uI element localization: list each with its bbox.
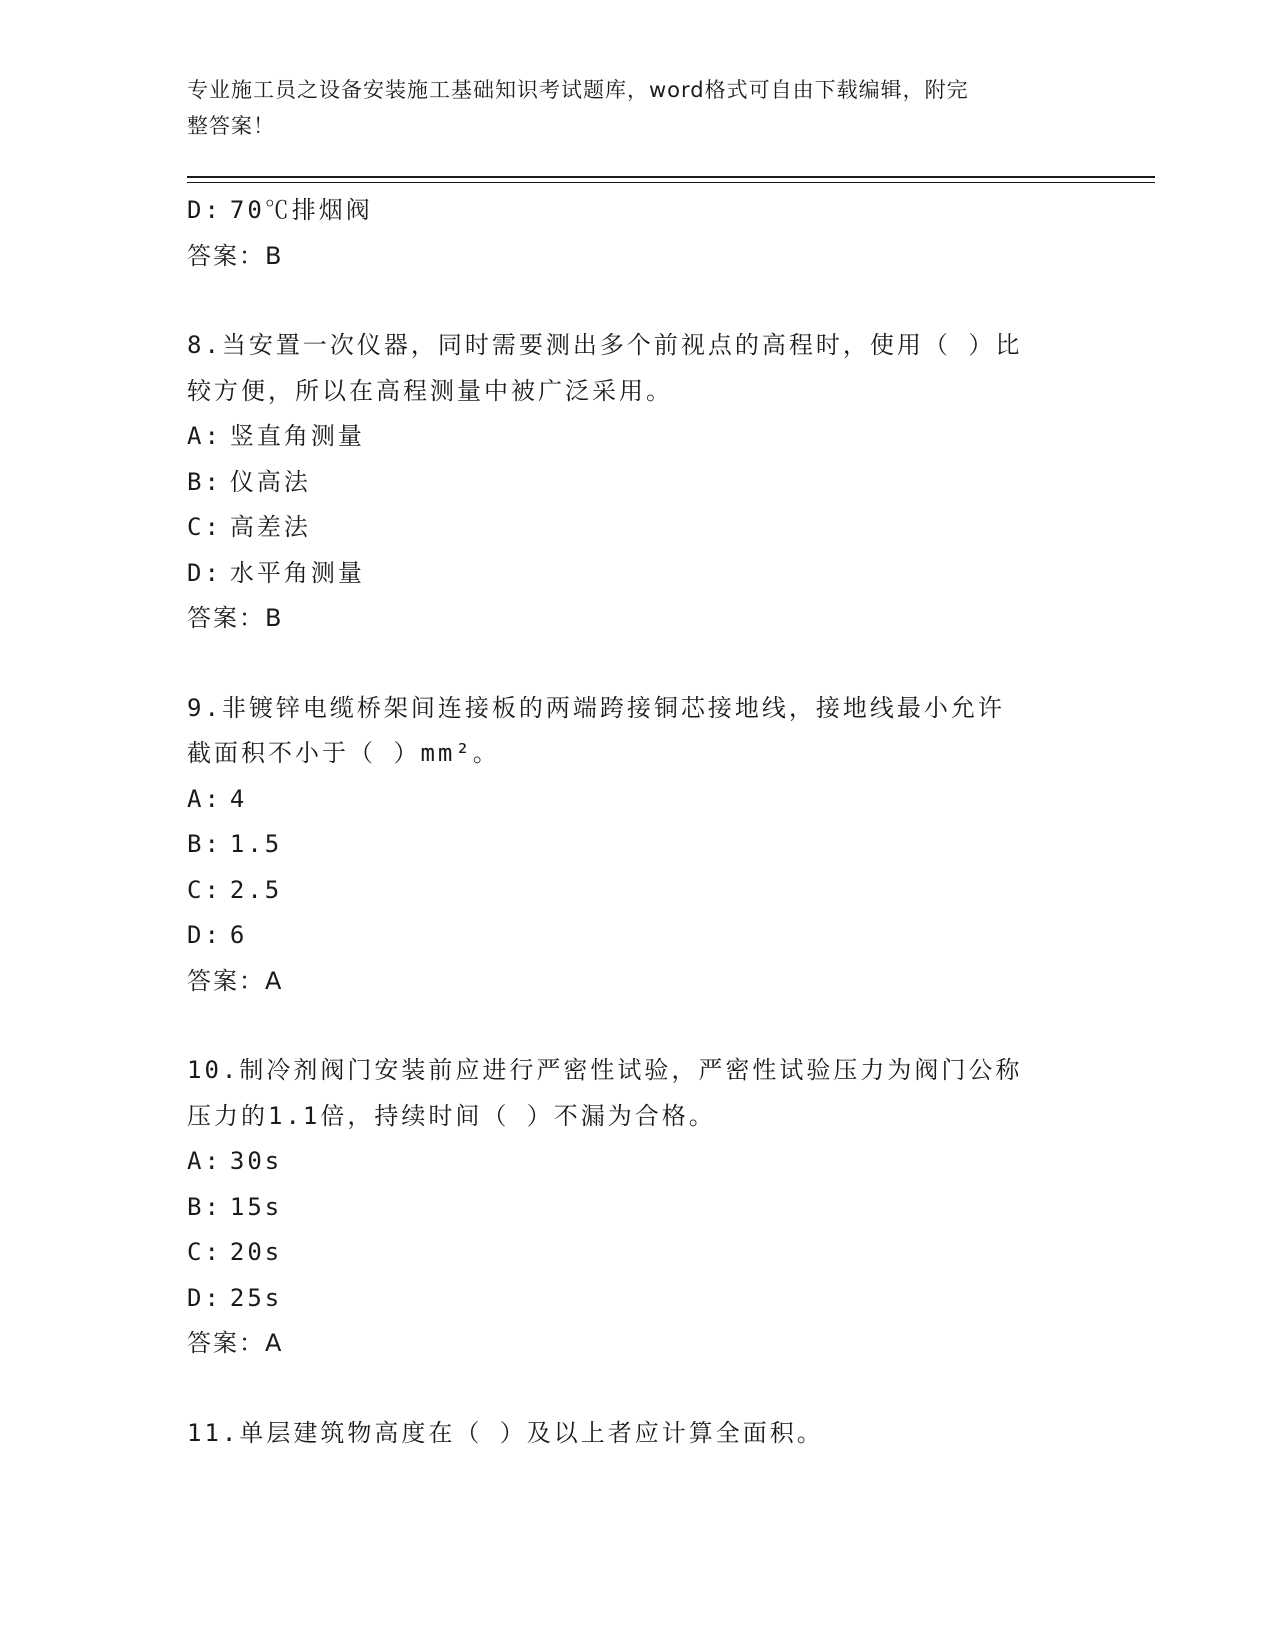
option-key: D:: [187, 558, 222, 587]
option-text: 4: [229, 784, 248, 813]
header-line-2: 整答案！: [187, 114, 275, 138]
option-text: 仪高法: [229, 467, 311, 496]
option-key: D:: [187, 196, 222, 224]
option-c: [187, 505, 1077, 551]
option-text: 6: [229, 921, 248, 949]
option-text: 高差法: [229, 513, 311, 541]
option-text: 竖直角测量: [229, 422, 365, 450]
option-d: [187, 188, 1077, 234]
option-key: C:: [187, 875, 222, 904]
answer-line: 答案：A: [187, 966, 284, 995]
option-c: [187, 1230, 1077, 1276]
header-rule-thick: [187, 176, 1155, 178]
option-d: [187, 913, 1077, 959]
option-text: 70℃排烟阀: [229, 196, 373, 224]
option-key: C:: [187, 1238, 222, 1266]
option-text: 15s: [229, 1192, 283, 1221]
question-text-line-1: 9.非镀锌电缆桥架间连接板的两端跨接铜芯接地线，接地线最小允许: [187, 693, 1005, 722]
answer-line: 答案：B: [187, 241, 284, 270]
option-text: 25s: [229, 1283, 283, 1312]
question-text-line-2: 较方便，所以在高程测量中被广泛采用。: [187, 376, 673, 405]
question-11: [187, 1411, 1077, 1457]
option-text: 20s: [229, 1238, 283, 1266]
option-key: A:: [187, 784, 222, 813]
question-8: [187, 323, 1077, 642]
question-text-line-2: 截面积不小于（ ）mm²。: [187, 739, 500, 767]
option-key: A:: [187, 1147, 222, 1175]
option-key: B:: [187, 1192, 222, 1221]
answer-line: 答案：A: [187, 1329, 284, 1357]
question-10: [187, 1048, 1077, 1367]
option-text: 2.5: [229, 875, 283, 904]
header-line-1: 专业施工员之设备安装施工基础知识考试题库，word格式可自由下载编辑，附完: [187, 78, 969, 102]
question-9: [187, 686, 1077, 1005]
option-a: [187, 777, 1077, 823]
question-text-line-1: 8.当安置一次仪器，同时需要测出多个前视点的高程时，使用（ ）比: [187, 331, 1023, 359]
option-text: 水平角测量: [229, 558, 365, 587]
option-a: [187, 1139, 1077, 1185]
answer-line: 答案：B: [187, 604, 284, 632]
option-key: D:: [187, 1283, 222, 1312]
option-key: B:: [187, 467, 222, 496]
question-text-line-2: 压力的1.1倍，持续时间（ ）不漏为合格。: [187, 1101, 716, 1130]
option-d: [187, 1276, 1077, 1322]
question-text-line-1: 10.制冷剂阀门安装前应进行严密性试验，严密性试验压力为阀门公称: [187, 1056, 1023, 1084]
option-text: 1.5: [229, 830, 283, 858]
header-rule-thin: [187, 182, 1155, 183]
option-key: D:: [187, 921, 222, 949]
option-key: C:: [187, 513, 222, 541]
option-key: A:: [187, 422, 222, 450]
option-b: [187, 1185, 1077, 1231]
option-d: [187, 551, 1077, 597]
option-a: [187, 414, 1077, 460]
option-c: [187, 868, 1077, 914]
option-b: [187, 460, 1077, 506]
option-b: [187, 822, 1077, 868]
option-text: 30s: [229, 1147, 283, 1175]
document-header: [187, 72, 1067, 144]
option-key: B:: [187, 830, 222, 858]
question-list: [187, 188, 1077, 1456]
question-text-line-1: 11.单层建筑物高度在（ ）及以上者应计算全面积。: [187, 1418, 824, 1447]
